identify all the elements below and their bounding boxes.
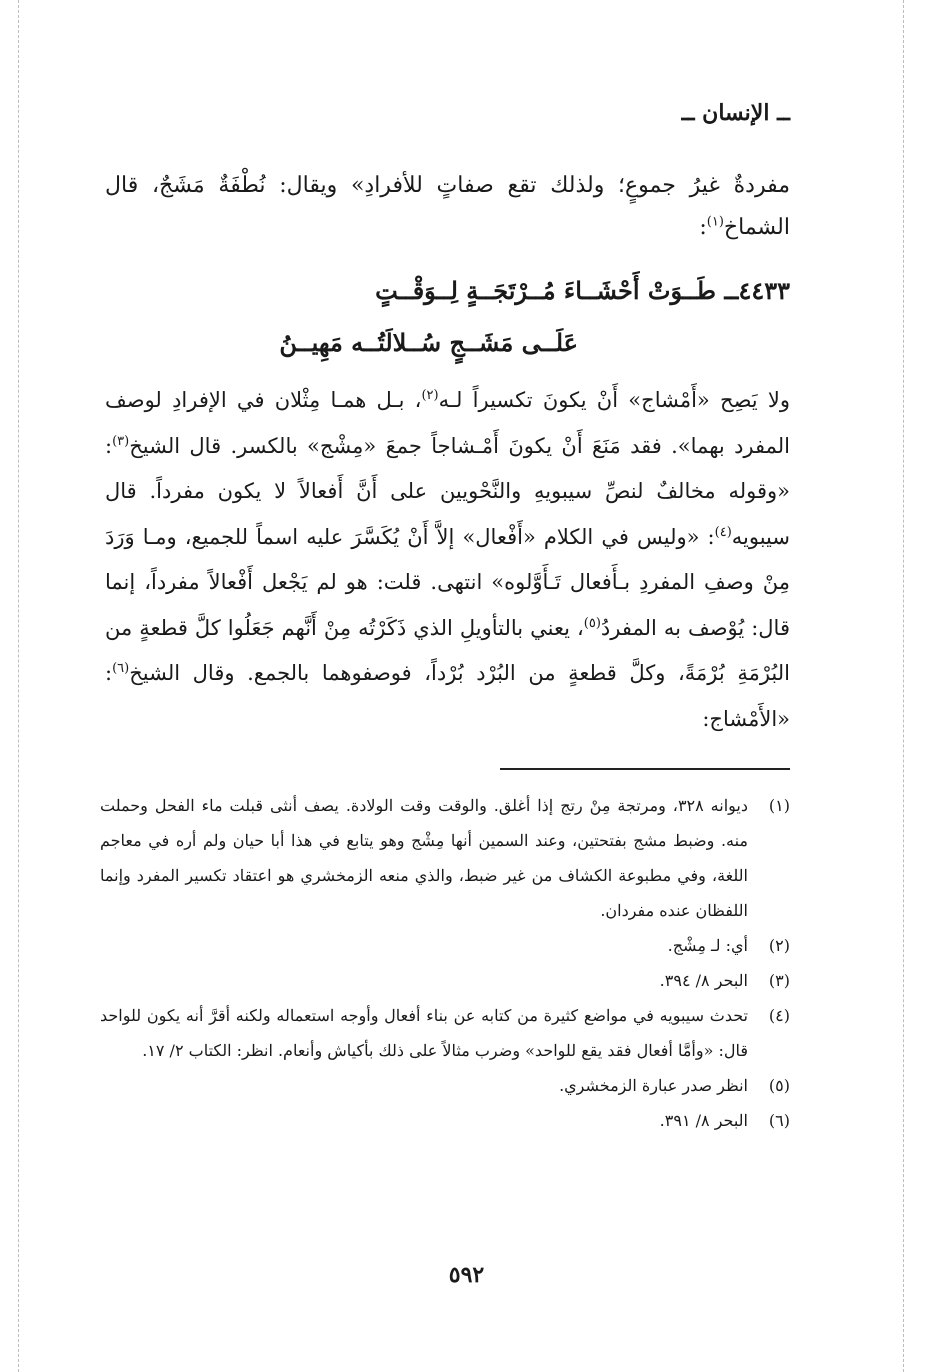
verse-line-1 [375,276,790,305]
footnote-number: (٢) [768,936,790,955]
footnote-number: (٦) [768,1111,790,1130]
page-number: ٥٩٢ [448,1262,485,1288]
footnote-text: ديوانه ٣٢٨، ومرتجة مِنْ رتج إذا أغلق. والوقت وقت الولادة. يصف أنثى قبلت ماء الفحل وحملت منه. وضبط مشج بفتحتين، وعند السمين أنها مِشْج وهو يتابع في هذا أبا حيان ولم أره في معاجم اللغة، وفي مطبوعة الكشاف من غير ضبط، والذي منعه الزمخشري هو اعتقاد تكسير المفرد وإنما اللفظان عنده مفردان. [100,796,749,920]
footnote-text: انظر صدر عبارة الزمخشري. [559,1076,748,1095]
footnote-number: (١) [768,796,790,815]
body-seg-5: ، يعني بالتأويلِ الذي ذَكَرْتُه مِنْ أَنَّهم جَعَلُوا كلَّ قطعةٍ من البُرْمَةِ بُرْمَةً، وكلَّ قطعةٍ من البُرْد بُرْداً، فوصفوهما بالجمع. وقال الشيخ [105,615,790,685]
footnote-ref-1: (١) [706,214,724,230]
verse-line-2 [279,328,578,357]
body-seg-6: : «الأَمْشاج: [105,661,790,731]
scan-edge-left [18,0,19,1372]
footnote-number: (٤) [768,1006,790,1025]
footnote-number: (٣) [768,971,790,990]
footnote-separator [500,768,790,770]
intro-paragraph [105,165,790,249]
footnote-text: أي: لـ مِشْج. [667,936,748,955]
intro-suffix: : [699,215,707,240]
footnote-ref-4: (٤) [714,524,732,540]
footnote-6 [100,1103,790,1138]
footnote-ref-3: (٣) [112,433,130,449]
footnote-text: البحر ٨/ ٣٩١. [659,1111,748,1130]
intro-text: مفردةٌ غيرُ جموعٍ؛ ولذلك تقع صفاتٍ للأفرادِ» ويقال: نُطْفَةٌ مَشَجٌ، قال الشماخ [105,173,790,240]
scan-edge-right [903,0,904,1372]
footnote-4 [100,998,790,1068]
footnote-text: البحر ٨/ ٣٩٤. [659,971,748,990]
verse-number: ٤٤٣٣ــ [724,276,790,305]
footnote-3 [100,963,790,998]
verse-hemistich-2: عَلَــى مَشَــجٍ سُــلالَتُــه مَهِيــنُ [279,328,578,357]
body-paragraph [105,378,790,742]
body-seg-1: ولا يَصِح «أَمْشاج» أَنْ يكونَ تكسيراً لـه [438,388,790,412]
running-header: ــ الإنسان ــ [681,100,790,126]
footnote-text: تحدث سيبويه في مواضع كثيرة من كتابه عن بناء أفعال وأوجه استعماله ولكنه أقرَّ أنه يكون للواحد قال: «وأمَّا أفعال فقد يقع للواحد» وضرب مثالاً على ذلك بأكياش وأنعام. انظر: الكتاب ٢/ ١٧. [100,1006,748,1060]
footnote-2 [100,928,790,963]
footnote-5 [100,1068,790,1103]
footnotes [100,788,790,1138]
footnote-ref-6: (٦) [112,661,130,676]
body-seg-3: : «وقوله مخالفٌ لنصِّ سيبويهِ والنَّحْويين على أَنَّ أَفعالاً لا يكون مفرداً. قال سيبويه [105,433,790,549]
verse-hemistich-1: طَــوَتْ أَحْشَــاءَ مُــرْتَجَــةٍ لِــوَقْــتٍ [375,276,717,305]
body-seg-4: : «وليس في الكلام «أَفْعال» إلاَّ أَنْ يُكَسَّرَ عليه اسماً للجميع، ومـا وَرَدَ مِنْ وصفِ المفردِ بـأَفعال تَـأَوَّلوه» انتهى. قلت: هو لم يَجْعل أَفْعالاً مفرداً، إنما قال: يُوْصف به المفردُ [105,524,790,640]
footnote-1 [100,788,790,928]
footnote-ref-2: (٢) [421,388,439,403]
body-seg-2: ، بـل همـا مِثْلان في الإفرادِ لوصف المفرد بهما». فقد مَنَعَ أَنْ يكونَ أَمْـشاجاً جمعَ «مِشْج» بالكسر. قال الشيخ [105,388,790,458]
footnote-ref-5: (٥) [583,615,601,631]
footnote-number: (٥) [768,1076,790,1095]
